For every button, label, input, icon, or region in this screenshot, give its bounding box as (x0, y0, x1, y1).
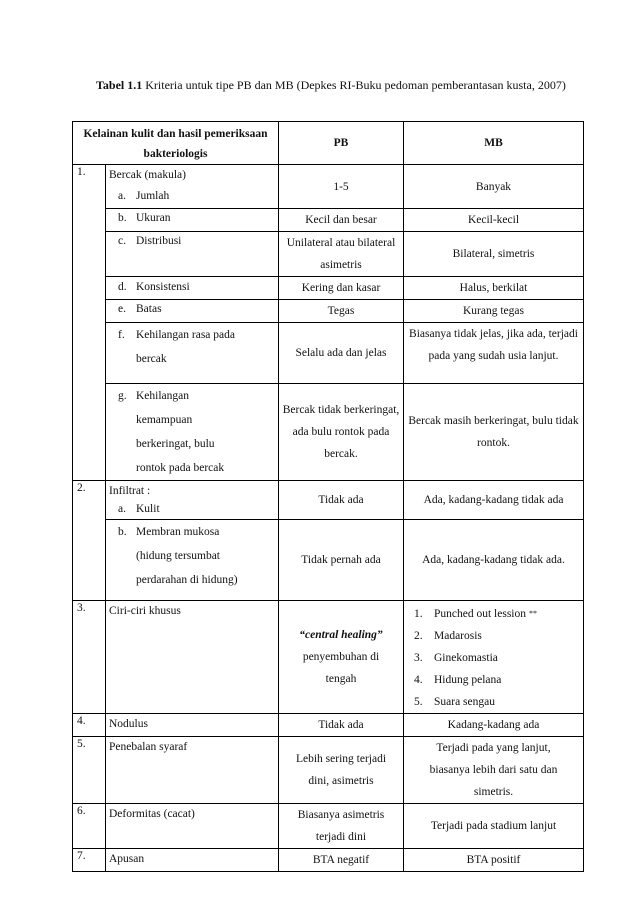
row-number: 4. (73, 714, 106, 737)
criteria-cell (106, 481, 279, 520)
sub-label: Jumlah (136, 190, 170, 202)
list-item (414, 647, 583, 669)
mb-cell: BTA positif (404, 849, 584, 872)
sub-label: Kehilangan rasa pada bercak (136, 329, 235, 365)
header-kelainan: Kelainan kulit dan hasil pemeriksaan bakteriologis (73, 122, 279, 165)
row-label: Nodulus (109, 718, 148, 730)
criteria-cell (106, 714, 279, 737)
row-number: 1. (73, 165, 106, 481)
mb-text: Terjadi pada stadium lanjut (430, 820, 557, 832)
list-number: 1. (414, 608, 423, 620)
pb-cell: Tidak ada (279, 481, 404, 520)
table-row (73, 737, 584, 804)
criteria-cell (106, 384, 279, 481)
pb-cell: Tegas (279, 300, 404, 323)
table-row (73, 384, 584, 481)
mb-feature-list (404, 601, 583, 713)
mb-cell: Halus, berkilat (404, 277, 584, 300)
table-row (73, 804, 584, 849)
sub-label: Kehilangan kemampuan berkeringat, bulu rontok pada bercak (136, 390, 225, 474)
sub-label: Distribusi (136, 235, 182, 247)
row-title: Infiltrat : (109, 485, 151, 497)
mb-cell: Bilateral, simetris (404, 232, 584, 277)
table-row (73, 300, 584, 323)
list-text: Ginekomastia (434, 652, 498, 664)
table-row (73, 714, 584, 737)
criteria-cell (106, 300, 279, 323)
row-label: Ciri-ciri khusus (109, 605, 181, 617)
pb-emphasis: “central healing” (299, 629, 383, 641)
table-row (73, 849, 584, 872)
pb-cell: Unilateral atau bilateral asimetris (279, 232, 404, 277)
sub-key: b. (118, 212, 127, 224)
list-number: 5. (414, 696, 423, 708)
sub-key: e. (118, 303, 126, 315)
list-item (414, 669, 583, 691)
list-number: 3. (414, 652, 423, 664)
row-number: 3. (73, 601, 106, 714)
sub-key: a. (118, 190, 126, 202)
pb-cell: 1-5 (279, 165, 404, 209)
criteria-cell (106, 277, 279, 300)
pb-text: Biasanya asimetris terjadi dini (297, 809, 385, 843)
table-row (73, 209, 584, 232)
sub-key: d. (118, 281, 127, 293)
pb-cell: Tidak ada (279, 714, 404, 737)
row-title: Bercak (makula) (109, 169, 186, 181)
sub-label: Konsistensi (136, 281, 190, 293)
sub-label: Ukuran (136, 212, 171, 224)
table-row (73, 165, 584, 209)
sub-key: b. (118, 526, 127, 538)
pb-cell: Kecil dan besar (279, 209, 404, 232)
mb-cell (404, 804, 584, 849)
mb-text: Terjadi pada yang lanjut, biasanya lebih dari satu dan simetris. (429, 742, 558, 798)
pb-cell: Kering dan kasar (279, 277, 404, 300)
table-row (73, 323, 584, 384)
criteria-cell (106, 520, 279, 601)
table-header-row (73, 122, 584, 165)
table-caption (96, 74, 566, 97)
sub-label: Membran mukosa (hidung tersumbat perdarahan di hidung) (136, 526, 238, 586)
list-number: 4. (414, 674, 423, 686)
criteria-cell (106, 804, 279, 849)
table-row (73, 601, 584, 714)
pb-text: Lebih sering terjadi dini, asimetris (295, 753, 387, 787)
list-text: Hidung pelana (434, 674, 502, 686)
mb-cell: Kecil-kecil (404, 209, 584, 232)
pb-cell (279, 737, 404, 804)
row-label: Penebalan syaraf (109, 741, 188, 753)
header-pb: PB (279, 122, 404, 165)
criteria-cell (106, 232, 279, 277)
mb-cell: Banyak (404, 165, 584, 209)
list-item (414, 603, 583, 625)
pb-rest: penyembuhan di tengah (302, 651, 380, 685)
mb-cell: Biasanya tidak jelas, jika ada, terjadi pada yang sudah usia lanjut. (404, 323, 584, 384)
mb-cell: Ada, kadang-kadang tidak ada (404, 481, 584, 520)
list-text: Suara sengau (434, 696, 495, 708)
criteria-cell (106, 849, 279, 872)
caption-text: Kriteria untuk tipe PB dan MB (Depkes RI-Buku pedoman pemberantasan kusta, 2007) (145, 78, 566, 92)
list-item (414, 625, 583, 647)
sub-key: a. (118, 503, 126, 515)
sub-label: Kulit (136, 503, 160, 515)
sub-key: c. (118, 235, 126, 247)
criteria-cell (106, 165, 279, 209)
pb-cell (279, 601, 404, 714)
mb-cell: Ada, kadang-kadang tidak ada. (404, 520, 584, 601)
criteria-cell (106, 737, 279, 804)
pb-cell (279, 804, 404, 849)
sub-key: f. (118, 329, 125, 341)
mb-cell: Kurang tegas (404, 300, 584, 323)
row-number: 2. (73, 481, 106, 601)
header-mb: MB (404, 122, 584, 165)
list-superscript: ** (529, 609, 537, 618)
list-text: Madarosis (434, 630, 482, 642)
table-row (73, 232, 584, 277)
criteria-cell (106, 209, 279, 232)
row-number: 5. (73, 737, 106, 804)
table-row (73, 520, 584, 601)
sub-label: Batas (136, 303, 162, 315)
pb-cell: Tidak pernah ada (279, 520, 404, 601)
mb-cell (404, 601, 584, 714)
row-label: Deformitas (cacat) (109, 808, 195, 820)
list-text: Punched out lession (434, 608, 526, 620)
list-item (414, 691, 583, 713)
row-label: Apusan (109, 853, 145, 865)
mb-cell: Bercak masih berkeringat, bulu tidak rontok. (404, 384, 584, 481)
sub-key: g. (118, 390, 127, 402)
pb-cell: BTA negatif (279, 849, 404, 872)
list-number: 2. (414, 630, 423, 642)
table-row (73, 481, 584, 520)
caption-label: Tabel 1.1 (96, 78, 143, 92)
criteria-cell (106, 601, 279, 714)
pb-cell: Bercak tidak berkeringat, ada bulu rontok pada bercak. (279, 384, 404, 481)
criteria-cell (106, 323, 279, 384)
table-row (73, 277, 584, 300)
mb-cell (404, 737, 584, 804)
row-number: 6. (73, 804, 106, 849)
pb-cell: Selalu ada dan jelas (279, 323, 404, 384)
row-number: 7. (73, 849, 106, 872)
criteria-table (72, 121, 584, 872)
mb-cell: Kadang-kadang ada (404, 714, 584, 737)
